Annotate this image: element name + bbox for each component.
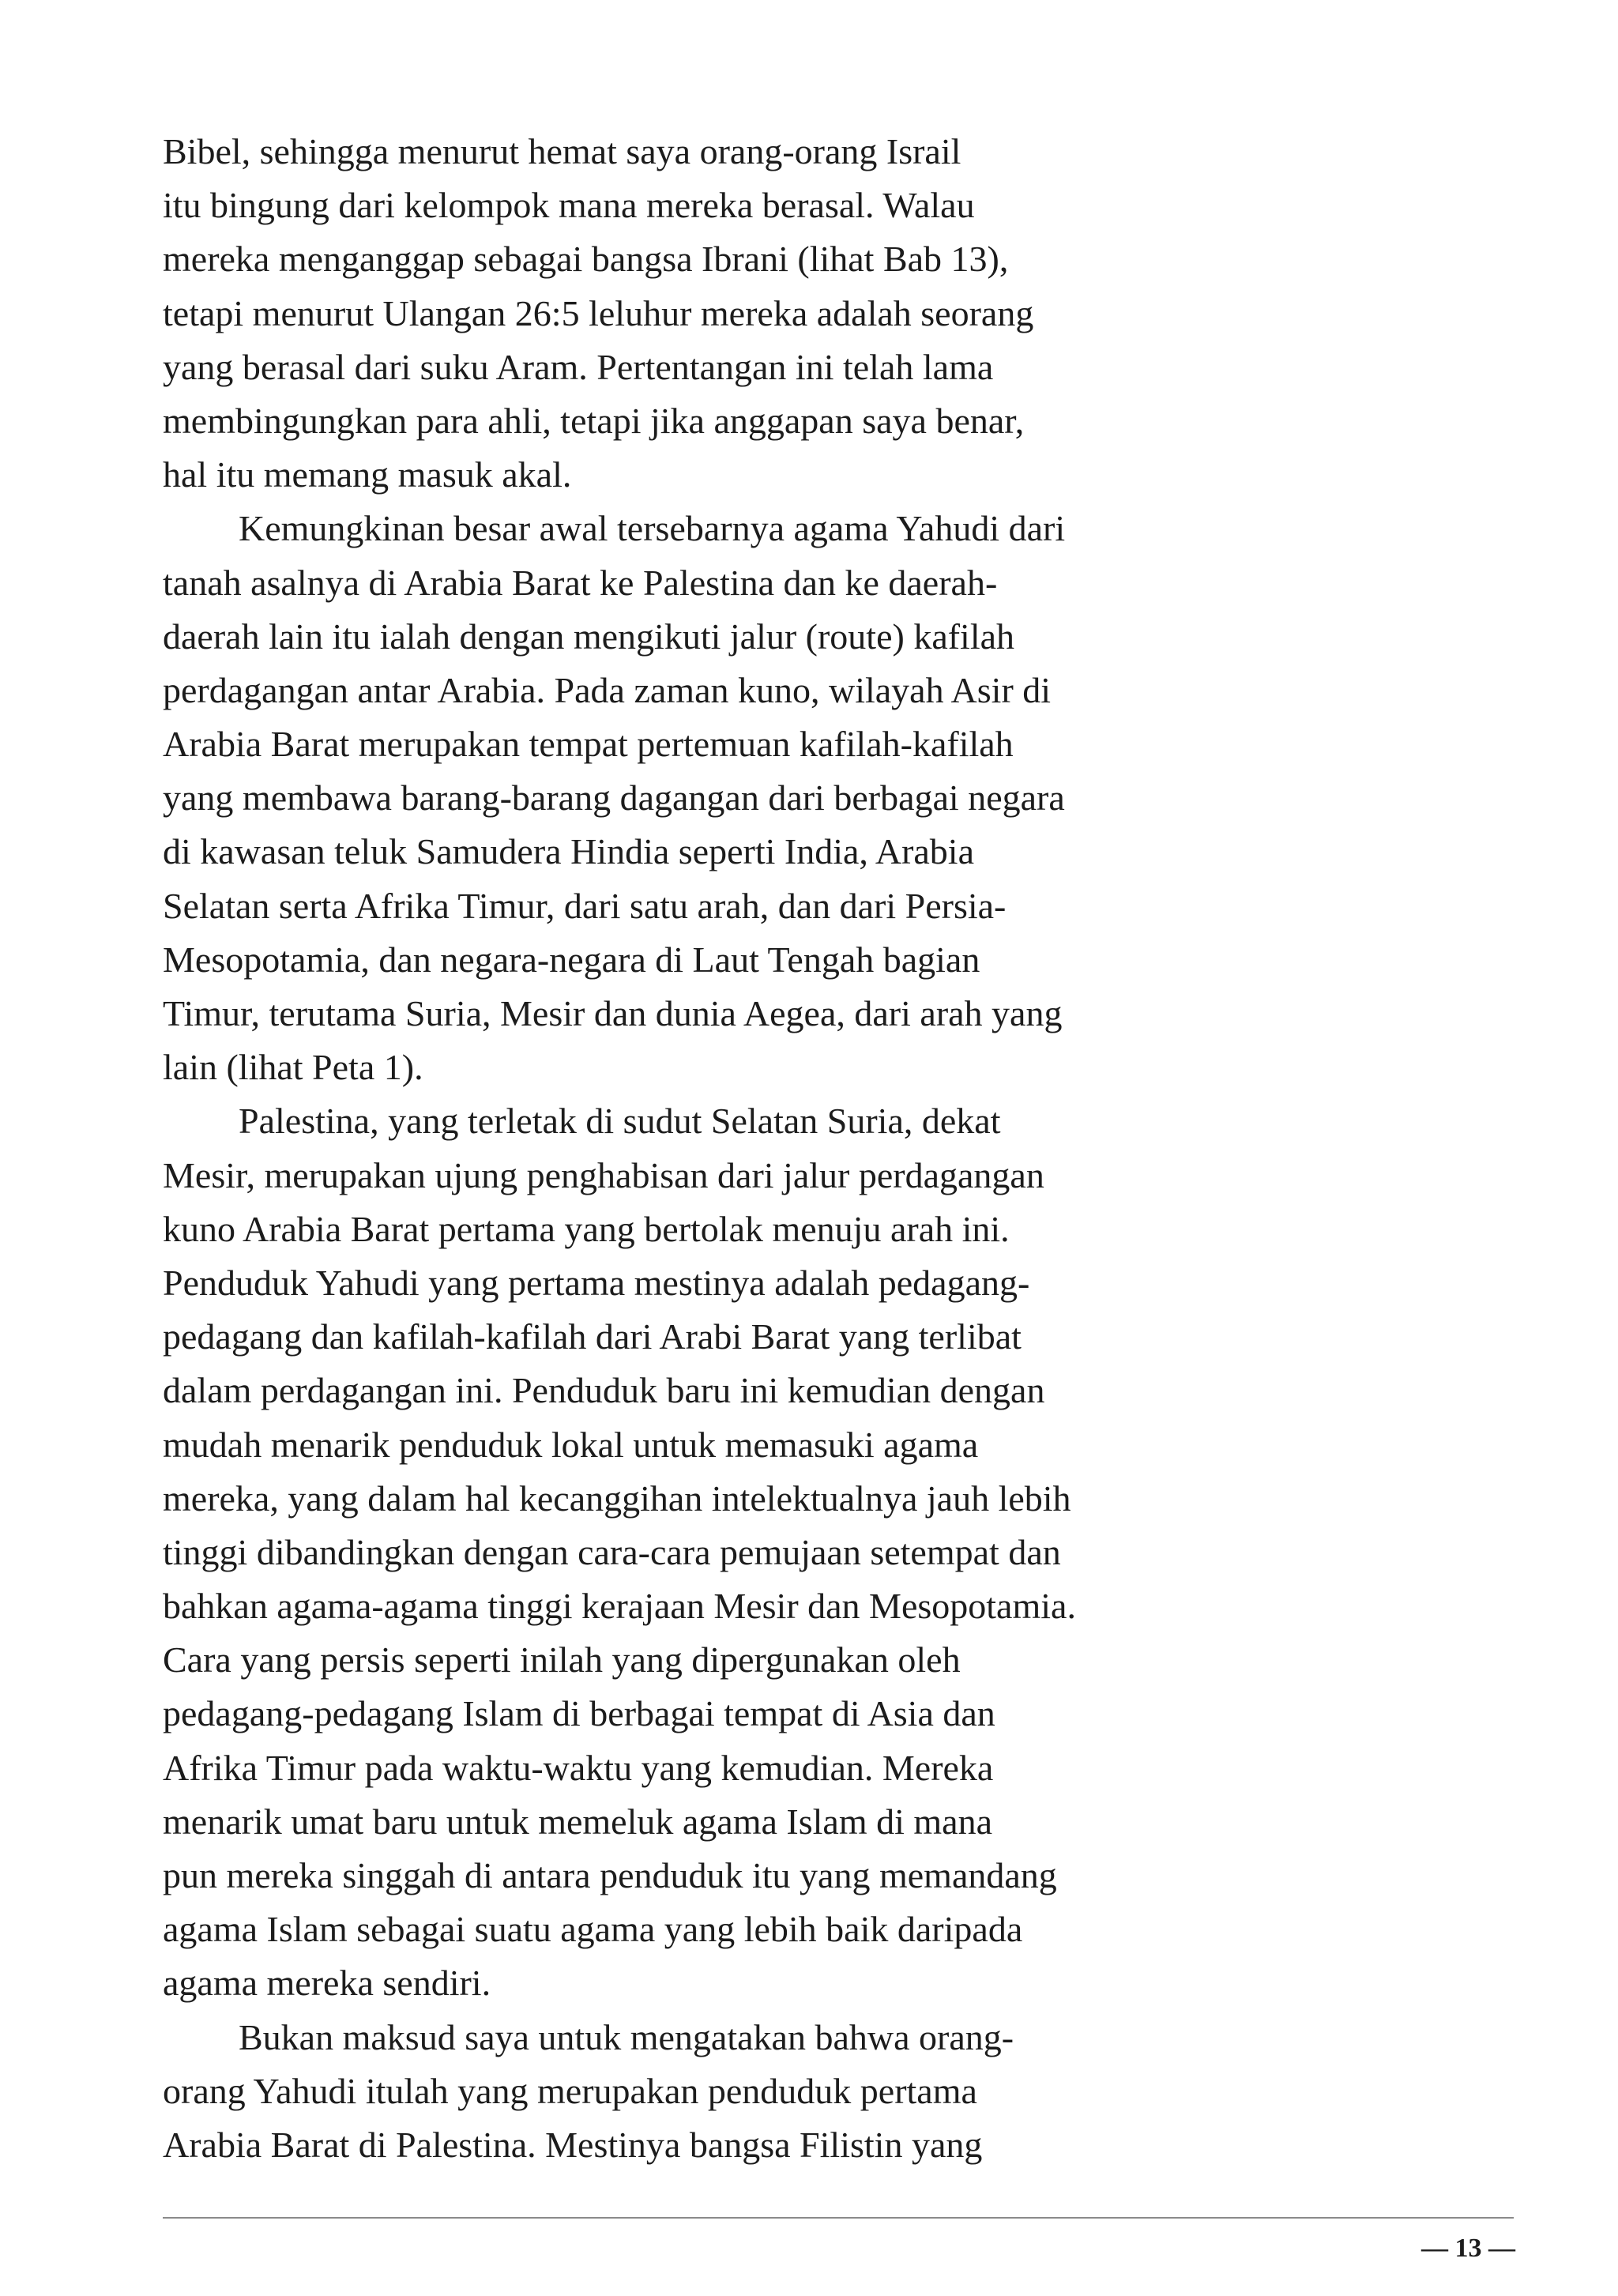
text-line: agama mereka sendiri. xyxy=(163,1963,491,2004)
text-line: pedagang dan kafilah-kafilah dari Arabi Barat yang terlibat xyxy=(163,1316,1022,1357)
text-line: pedagang-pedagang Islam di berbagai tempat di Asia dan xyxy=(163,1693,995,1734)
text-line: Mesopotamia, dan negara-negara di Laut Tengah bagian xyxy=(163,939,980,980)
text-line: perdagangan antar Arabia. Pada zaman kuno, wilayah Asir di xyxy=(163,669,1052,710)
text-line: yang membawa barang-barang dagangan dari berbagai negara xyxy=(163,777,1065,819)
body-text xyxy=(163,125,1237,2172)
text-line: itu bingung dari kelompok mana mereka berasal. Walau xyxy=(163,185,975,226)
text-line: dalam perdagangan ini. Penduduk baru ini kemudian dengan xyxy=(163,1370,1045,1411)
text-line: mereka menganggap sebagai bangsa Ibrani (lihat Bab 13), xyxy=(163,239,1009,280)
text-line: di kawasan teluk Samudera Hindia seperti India, Arabia xyxy=(163,831,975,872)
text-line: pun mereka singgah di antara penduduk itu yang memandang xyxy=(163,1855,1057,1895)
paragraph-start-line: Kemungkinan besar awal tersebarnya agama Yahudi dari xyxy=(239,508,1066,549)
text-line: agama Islam sebagai suatu agama yang lebih baik daripada xyxy=(163,1909,1023,1950)
text-line: Timur, terutama Suria, Mesir dan dunia Aegea, dari arah yang xyxy=(163,993,1063,1033)
text-line: Afrika Timur pada waktu-waktu yang kemudian. Mereka xyxy=(163,1747,994,1788)
page-number: — 13 — xyxy=(1421,2234,1515,2263)
text-line: tinggi dibandingkan dengan cara-cara pemujaan setempat dan xyxy=(163,1531,1061,1572)
text-line: daerah lain itu ialah dengan mengikuti jalur (route) kafilah xyxy=(163,615,1015,657)
text-line: Arabia Barat merupakan tempat pertemuan kafilah-kafilah xyxy=(163,724,1014,765)
text-line: membingungkan para ahli, tetapi jika anggapan saya benar, xyxy=(163,400,1025,441)
text-line: tanah asalnya di Arabia Barat ke Palestina dan ke daerah- xyxy=(163,562,998,603)
text-line: mudah menarik penduduk lokal untuk memasuki agama xyxy=(163,1424,979,1465)
text-line: menarik umat baru untuk memeluk agama Islam di mana xyxy=(163,1801,993,1842)
text-line: Penduduk Yahudi yang pertama mestinya adalah pedagang- xyxy=(163,1262,1030,1303)
text-line: tetapi menurut Ulangan 26:5 leluhur mereka adalah seorang xyxy=(163,292,1034,333)
text-line: Bibel, sehingga menurut hemat saya orang-orang Israil xyxy=(163,131,961,171)
paragraph-start-line: Palestina, yang terletak di sudut Selatan Suria, dekat xyxy=(239,1101,1001,1142)
text-line: hal itu memang masuk akal. xyxy=(163,454,572,495)
text-line: bahkan agama-agama tinggi kerajaan Mesir dan Mesopotamia. xyxy=(163,1586,1076,1627)
text-line: Cara yang persis seperti inilah yang dipergunakan oleh xyxy=(163,1639,961,1681)
paragraph-start-line: Bukan maksud saya untuk mengatakan bahwa orang- xyxy=(239,2016,1014,2057)
text-line: mereka, yang dalam hal kecanggihan intelektualnya jauh lebih xyxy=(163,1477,1071,1519)
text-line: kuno Arabia Barat pertama yang bertolak menuju arah ini. xyxy=(163,1208,1010,1249)
text-line: lain (lihat Peta 1). xyxy=(163,1047,423,1088)
text-line: Arabia Barat di Palestina. Mestinya bangsa Filistin yang xyxy=(163,2124,983,2165)
text-line: yang berasal dari suku Aram. Pertentangan ini telah lama xyxy=(163,346,994,387)
text-line: Selatan serta Afrika Timur, dari satu arah, dan dari Persia- xyxy=(163,885,1007,926)
text-line: Mesir, merupakan ujung penghabisan dari jalur perdagangan xyxy=(163,1154,1044,1195)
text-line: orang Yahudi itulah yang merupakan penduduk pertama xyxy=(163,2070,977,2111)
footer-divider xyxy=(163,2217,1514,2219)
